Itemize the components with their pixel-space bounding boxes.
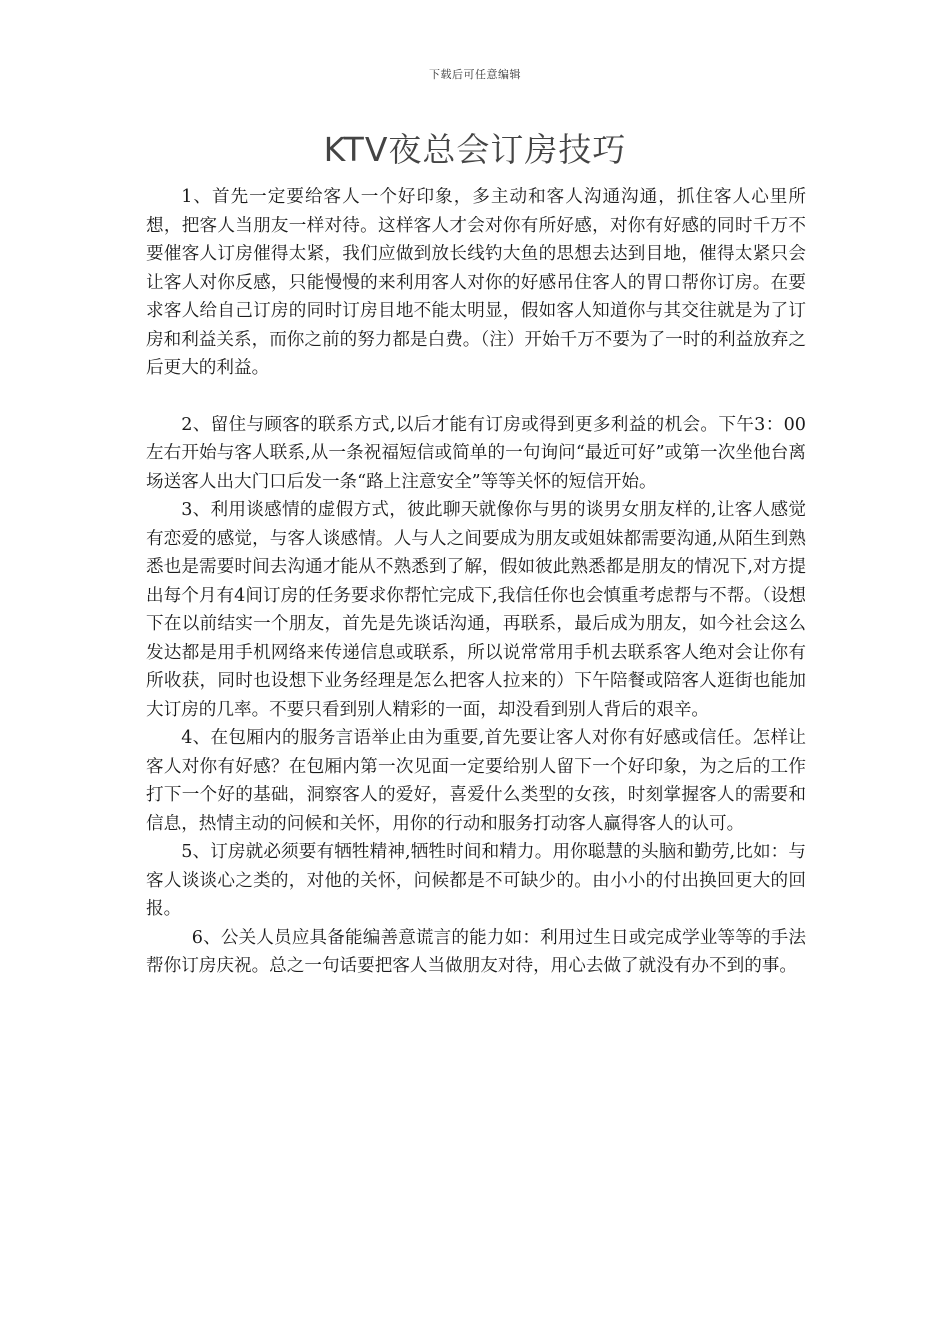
paragraph-4: 4、在包厢内的服务言语举止由为重要,首先要让客人对你有好感或信任。怎样让客人对你有好感？在包厢内第一次见面一定要给别人留下一个好印象，为之后的工作打下一个好的基础，洞察客人的爱好，喜爱什么类型的女孩，时刻掌握客人的需要和信息，热情主动的问候和关怀，用你的行动和服务打动客人赢得客人的认可。 (146, 728, 806, 834)
paragraph-1: 1、首先一定要给客人一个好印象，多主动和客人沟通沟通，抓住客人心里所想，把客人当朋友一样对待。这样客人才会对你有所好感，对你有好感的同时千万不要催客人订房催得太紧，我们应做到放长线钓大鱼的思想去达到目地，催得太紧只会让客人对你反感，只能慢慢的来利用客人对你的好感吊住客人的胃口帮你订房。在要求客人给自己订房的同时订房目地不能太明显，假如客人知道你与其交往就是为了订房和利益关系，而你之前的努力都是白费。（注）开始千万不要为了一时的利益放弃之后更大的利益。 (146, 187, 806, 378)
document-title: KTV夜总会订房技巧 (323, 130, 627, 169)
paragraph-5: 5、订房就必须要有牺牲精神,牺牲时间和精力。用你聪慧的头脑和勤劳,比如：与客人谈谈心之类的，对他的关怀，问候都是不可缺少的。由小小的付出换回更大的回报。 (146, 842, 806, 919)
paragraph-3: 3、利用谈感情的虚假方式，彼此聊天就像你与男的谈男女朋友样的,让客人感觉有恋爱的感觉，与客人谈感情。人与人之间要成为朋友或姐妹都需要沟通,从陌生到熟悉也是需要时间去沟通才能从不熟悉到了解，假如彼此熟悉都是朋友的情况下,对方提出每个月有4间订房的任务要求你帮忙完成下,我信任你也会慎重考虑帮与不帮。（设想下在以前结实一个朋友，首先是先谈话沟通，再联系，最后成为朋友，如今社会这么发达都是用手机网络来传递信息或联系，所以说常常用手机去联系客人绝对会让你有所收获，同时也设想下业务经理是怎么把客人拉来的）下午陪餐或陪客人逛街也能加大订房的几率。不要只看到别人精彩的一面，却没看到别人背后的艰辛。 (146, 500, 806, 720)
page-header-note: 下载后可任意编辑 (429, 68, 521, 81)
paragraph-2: 2、留住与顾客的联系方式,以后才能有订房或得到更多利益的机会。下午3：00左右开始与客人联系,从一条祝福短信或简单的一句询问“最近可好”或第一次坐他台离场送客人出大门口后发一条“路上注意安全”等等关怀的短信开始。 (146, 414, 806, 492)
paragraph-6: 6、公关人员应具备能编善意谎言的能力如：利用过生日或完成学业等等的手法帮你订房庆祝。总之一句话要把客人当做朋友对待，用心去做了就没有办不到的事。 (146, 927, 806, 976)
document-body (146, 183, 806, 981)
